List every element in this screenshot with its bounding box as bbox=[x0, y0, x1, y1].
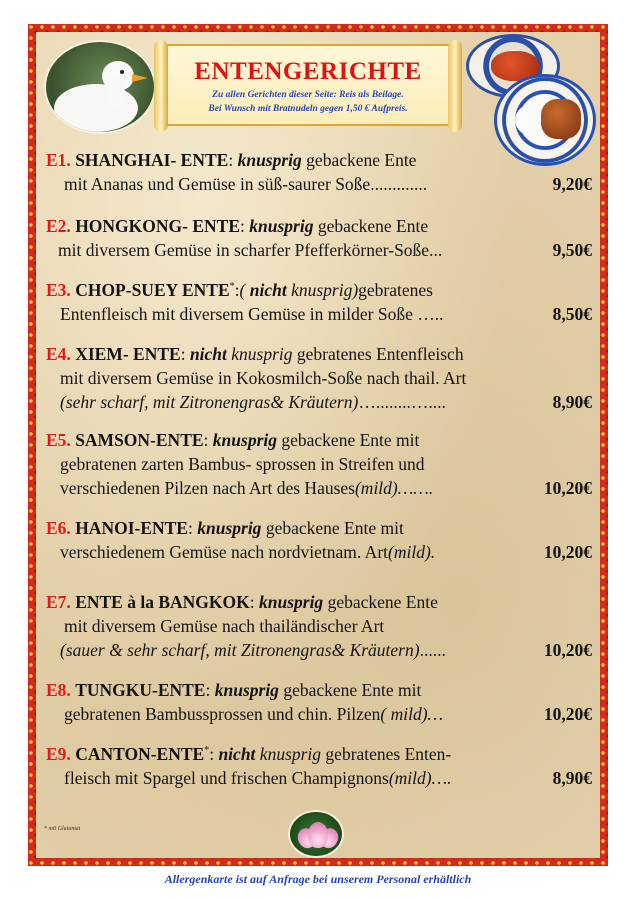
item-code: E8. bbox=[46, 680, 71, 700]
glutamat-footnote: * mit Glutamat bbox=[44, 826, 81, 832]
item-note: (mild)……. bbox=[354, 478, 434, 498]
item-desc: gebackene Ente mit bbox=[277, 430, 420, 450]
item-desc: knusprig bbox=[255, 744, 322, 764]
item-code: E9. bbox=[46, 744, 71, 764]
menu-item-e5 bbox=[46, 428, 592, 500]
item-price: 10,20€ bbox=[543, 640, 592, 660]
item-separator: : bbox=[187, 518, 198, 538]
item-style: knusprig bbox=[237, 150, 302, 170]
item-separator: : bbox=[203, 430, 213, 450]
item-name: SHANGHAI- ENTE bbox=[75, 150, 229, 170]
lotus-photo bbox=[288, 810, 344, 858]
item-code: E2. bbox=[46, 216, 71, 236]
item-code: E6. bbox=[46, 518, 71, 538]
item-desc: gebackene Ente mit bbox=[278, 680, 422, 700]
glutamat-marker: * bbox=[204, 745, 210, 757]
menu-item-e1 bbox=[46, 148, 592, 196]
item-code: E4. bbox=[46, 344, 71, 364]
item-desc: verschiedenem Gemüse nach nordvietnam. Art bbox=[60, 542, 389, 562]
item-desc: knusprig bbox=[226, 344, 293, 364]
item-price: 9,20€ bbox=[552, 174, 592, 194]
item-separator: : bbox=[240, 216, 250, 236]
item-price: 10,20€ bbox=[543, 704, 592, 724]
menu-item-e6 bbox=[46, 516, 592, 564]
menu-item-e9 bbox=[46, 742, 592, 790]
page-title: ENTENGERICHTE bbox=[194, 58, 422, 85]
item-style: nicht bbox=[249, 280, 287, 300]
item-style: knusprig bbox=[258, 592, 324, 612]
item-desc: gebackene Ente bbox=[323, 592, 438, 612]
item-note: (mild)…. bbox=[388, 768, 452, 788]
item-code: E1. bbox=[46, 150, 71, 170]
item-name: HANOI-ENTE bbox=[75, 518, 188, 538]
item-note: ( mild)… bbox=[380, 704, 444, 724]
item-price: 10,20€ bbox=[543, 542, 592, 562]
item-desc: gebackene Ente bbox=[301, 150, 417, 170]
item-price: 9,50€ bbox=[552, 240, 592, 260]
menu-item-e3 bbox=[46, 278, 592, 326]
subtitle-rice: Zu allen Gerichten dieser Seite: Reis als Beilage. bbox=[212, 90, 404, 100]
menu-item-e4 bbox=[46, 342, 592, 414]
item-price: 8,90€ bbox=[552, 392, 592, 412]
item-price: 8,90€ bbox=[552, 768, 592, 788]
item-name: XIEM- ENTE bbox=[75, 344, 181, 364]
item-desc: gebackene Ente mit bbox=[261, 518, 404, 538]
item-style: nicht bbox=[218, 744, 256, 764]
item-name: CHOP-SUEY ENTE bbox=[75, 280, 230, 300]
allergen-note: Allergenkarte ist auf Anfrage bei unserem Personal erhältlich bbox=[164, 872, 472, 886]
item-style: nicht bbox=[189, 344, 227, 364]
item-desc: knusprig) bbox=[286, 280, 359, 300]
glutamat-marker: * bbox=[229, 281, 235, 293]
item-note: (sauer & sehr scharf, mit Zitronengras& Kräutern) bbox=[60, 640, 420, 660]
menu-item-e8 bbox=[46, 678, 592, 726]
item-separator: : bbox=[209, 744, 219, 764]
item-desc: mit diversem Gemüse nach thailändischer Art bbox=[64, 616, 385, 636]
item-name: SAMSON-ENTE bbox=[75, 430, 204, 450]
item-desc: mit Ananas und Gemüse in süß-saurer Soße............. bbox=[64, 174, 428, 194]
item-desc: mit diversem Gemüse in scharfer Pfefferkörner-Soße... bbox=[58, 240, 443, 260]
item-separator: : bbox=[228, 150, 238, 170]
item-desc: gebratenes Enten- bbox=[321, 744, 452, 764]
item-desc: gebratenen zarten Bambus- sprossen in Streifen und bbox=[60, 454, 425, 474]
menu-item-e7 bbox=[46, 590, 592, 662]
item-style: knusprig bbox=[212, 430, 277, 450]
item-desc: gebratenen Bambussprossen und chin. Pilzen bbox=[64, 704, 381, 724]
title-scroll bbox=[162, 44, 454, 126]
item-style: knusprig bbox=[197, 518, 262, 538]
item-desc: gebackene Ente bbox=[313, 216, 429, 236]
item-code: E7. bbox=[46, 592, 71, 612]
subtitle-noodles: Bei Wunsch mit Bratnudeln gegen 1,50 € Aufpreis. bbox=[208, 104, 408, 114]
menu-item-e2 bbox=[46, 214, 592, 262]
item-name: ENTE à la BANGKOK bbox=[75, 592, 250, 612]
item-note: (sehr scharf, mit Zitronengras& Kräutern) bbox=[60, 392, 359, 412]
item-code: E5. bbox=[46, 430, 71, 450]
item-name: TUNGKU-ENTE bbox=[75, 680, 206, 700]
item-separator: : bbox=[205, 680, 215, 700]
item-name: CANTON-ENTE bbox=[75, 744, 205, 764]
item-desc: gebratenes Entenfleisch bbox=[292, 344, 464, 364]
item-note: (mild). bbox=[388, 542, 436, 562]
item-desc: fleisch mit Spargel und frischen Champignons bbox=[64, 768, 389, 788]
item-desc: gebratenes bbox=[358, 280, 433, 300]
item-dots: …........….... bbox=[358, 392, 446, 412]
item-desc: Entenfleisch mit diversem Gemüse in milder Soße ….. bbox=[60, 304, 444, 324]
item-name: HONGKONG- ENTE bbox=[75, 216, 240, 236]
duck-photo bbox=[44, 40, 156, 134]
item-price: 8,50€ bbox=[552, 304, 592, 324]
item-separator: : bbox=[249, 592, 259, 612]
item-price: 10,20€ bbox=[543, 478, 592, 498]
item-desc: ( bbox=[239, 280, 250, 300]
item-separator: : bbox=[180, 344, 190, 364]
item-separator: : bbox=[234, 280, 240, 300]
item-desc: mit diversem Gemüse in Kokosmilch-Soße nach thail. Art bbox=[60, 368, 467, 388]
item-style: knusprig bbox=[249, 216, 314, 236]
item-desc: verschiedenen Pilzen nach Art des Hauses bbox=[60, 478, 355, 498]
item-code: E3. bbox=[46, 280, 71, 300]
item-dots: ...... bbox=[419, 640, 446, 660]
item-style: knusprig bbox=[214, 680, 279, 700]
